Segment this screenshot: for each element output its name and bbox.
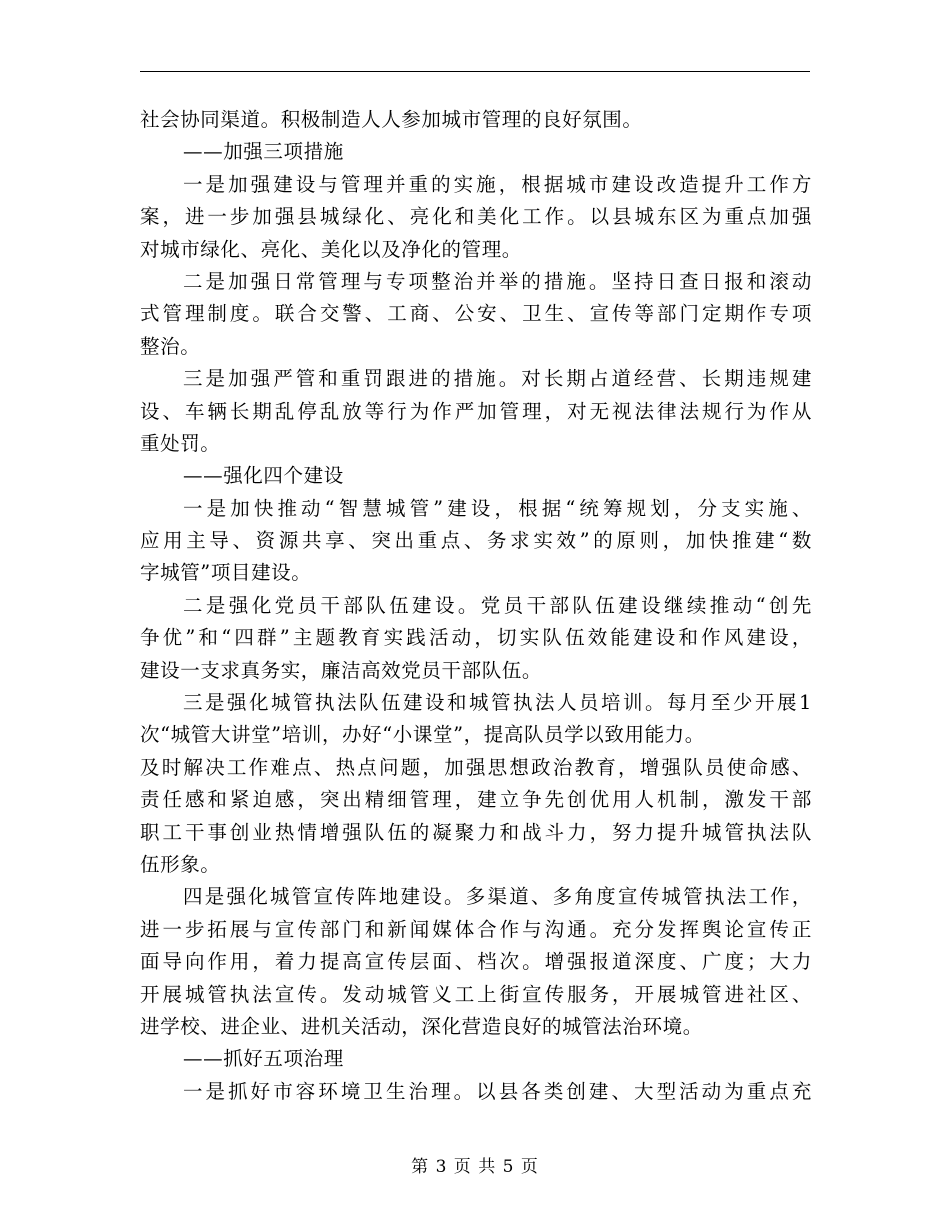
text-line: 进一步拓展与宣传部门和新闻媒体合作与沟通。充分发挥舆论宣传正 <box>140 917 812 941</box>
text-line: 二是加强日常管理与专项整治并举的措施。坚持日查日报和滚动 <box>183 269 812 293</box>
text-line: 三是强化城管执法队伍建设和城管执法人员培训。每月至少开展1 <box>183 691 812 715</box>
text-line: 三是加强严管和重罚跟进的措施。对长期占道经营、长期违规建 <box>183 367 812 391</box>
text-line: 整治。 <box>140 334 201 358</box>
text-line: 二是强化党员干部队伍建设。党员干部队伍建设继续推动“创先 <box>183 593 812 617</box>
text-line: 进学校、进企业、进机关活动，深化营造良好的城管法治环境。 <box>140 1014 703 1038</box>
text-line: 一是加快推动“智慧城管”建设，根据“统筹规划，分支实施、 <box>183 496 812 520</box>
text-line: 字城管”项目建设。 <box>140 561 312 585</box>
text-line: 伍形象。 <box>140 852 221 876</box>
text-line: 设、车辆长期乱停乱放等行为作严加管理，对无视法律法规行为作从 <box>140 399 812 423</box>
text-line: 四是强化城管宣传阵地建设。多渠道、多角度宣传城管执法工作， <box>183 885 812 909</box>
page-number: 第 3 页 共 5 页 <box>411 1157 539 1177</box>
text-line: ——抓好五项治理 <box>183 1047 344 1071</box>
text-line: 责任感和紧迫感，突出精细管理，建立争先创优用人机制，激发干部 <box>140 788 812 812</box>
text-line: 建设一支求真务实，廉洁高效党员干部队伍。 <box>140 658 543 682</box>
text-line: 对城市绿化、亮化、美化以及净化的管理。 <box>140 237 522 261</box>
text-line: 面导向作用，着力提高宣传层面、档次。增强报道深度、广度；大力 <box>140 950 812 974</box>
text-line: 次“城管大讲堂”培训，办好“小课堂”，提高队员学以致用能力。 <box>140 723 705 747</box>
document-body <box>140 104 812 1108</box>
text-line: 式管理制度。联合交警、工商、公安、卫生、宣传等部门定期作专项 <box>140 302 812 326</box>
text-line: 及时解决工作难点、热点问题，加强思想政治教育，增强队员使命感、 <box>140 755 812 779</box>
text-line: ——强化四个建设 <box>183 464 344 488</box>
header-rule <box>140 71 810 72</box>
text-line: 案，进一步加强县城绿化、亮化和美化工作。以县城东区为重点加强 <box>140 205 812 229</box>
text-line: ——加强三项措施 <box>183 140 344 164</box>
text-line: 应用主导、资源共享、突出重点、务求实效”的原则，加快推建“数 <box>140 529 812 553</box>
text-line: 重处罚。 <box>140 431 221 455</box>
text-line: 一是抓好市容环境卫生治理。以县各类创建、大型活动为重点充 <box>183 1079 812 1103</box>
text-line: 开展城管执法宣传。发动城管义工上街宣传服务，开展城管进社区、 <box>140 982 812 1006</box>
text-line: 争优”和“四群”主题教育实践活动，切实队伍效能建设和作风建设， <box>140 626 812 650</box>
text-line: 一是加强建设与管理并重的实施，根据城市建设改造提升工作方 <box>183 172 812 196</box>
text-line: 社会协同渠道。积极制造人人参加城市管理的良好氛围。 <box>140 108 643 131</box>
text-line: 职工干事创业热情增强队伍的凝聚力和战斗力，努力提升城管执法队 <box>140 820 812 844</box>
